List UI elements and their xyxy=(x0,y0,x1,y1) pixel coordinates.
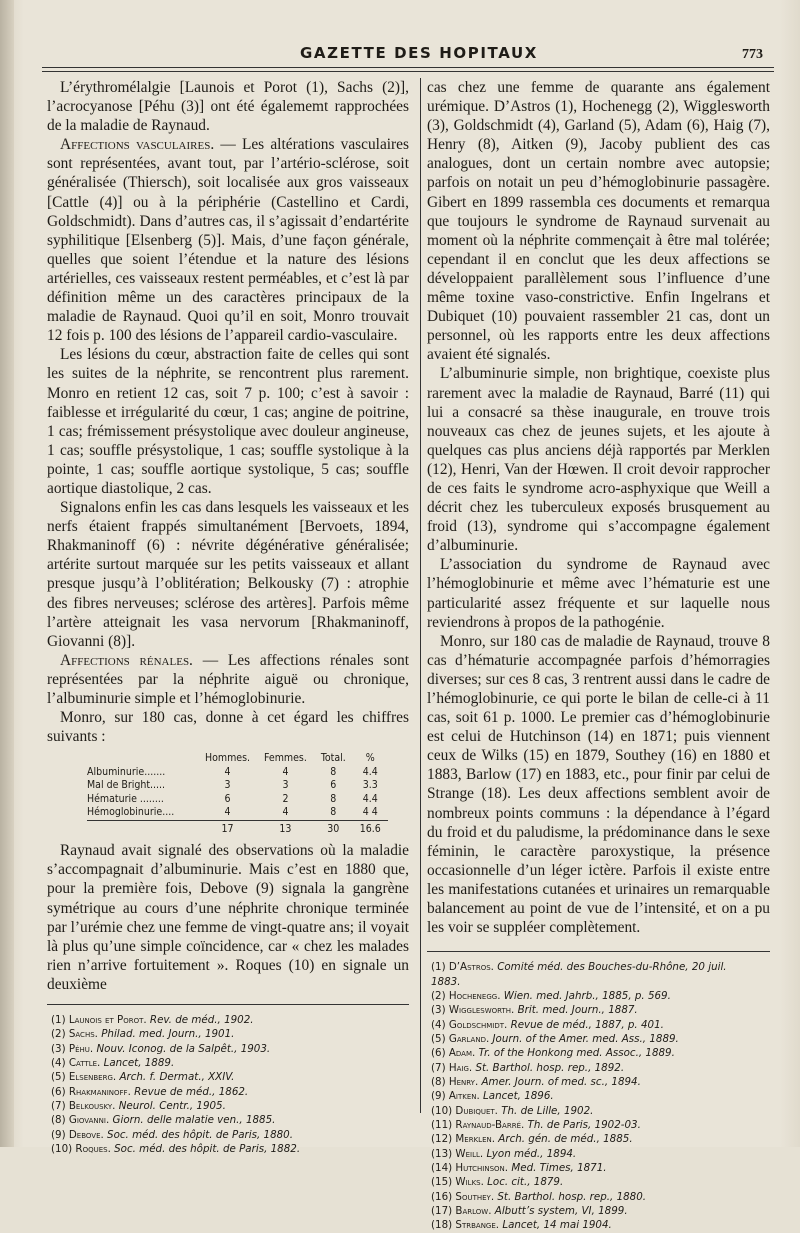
footnote-reference: Lyon méd., 1894. xyxy=(486,1147,577,1160)
footnote-author: Belkousky. xyxy=(68,1100,119,1113)
running-header: GAZETTE DES HOPITAUX xyxy=(300,44,538,62)
footnote-author: Haig. xyxy=(448,1061,476,1074)
footnote-author: Dubiquet. xyxy=(455,1104,502,1117)
total-cell: 17 xyxy=(198,820,257,836)
right-column xyxy=(427,78,770,1233)
footnote-number: (1) xyxy=(431,961,449,974)
table-cell: 4 xyxy=(224,765,231,778)
footnote-number: (18) xyxy=(431,1219,456,1232)
footnote-reference: Arch. gén. de méd., 1885. xyxy=(498,1133,633,1146)
footnote-reference: Tr. of the Honkong med. Assoc., 1889. xyxy=(478,1047,675,1060)
footnote-author: Roques. xyxy=(75,1143,115,1156)
footnote-reference: Giorn. delle malatie ven., 1885. xyxy=(112,1114,276,1127)
footnote-number: (3) xyxy=(431,1004,449,1017)
footnote-author: Henry. xyxy=(448,1075,482,1088)
total-cell: 16.6 xyxy=(353,820,388,836)
footnote-author: Hutchinson. xyxy=(455,1162,512,1175)
paragraph: Signalons enfin les cas dans lesquels les vaisseaux et les nerfs étaient frappés simultanément [Bervoets, 1894, Rhakmaninoff (6) : névrite dégénérative généralisée; artérite surtout marquée sur les petits vaisseaux et allant presque jusqu’à l’oblitération; Belkousky (7) : atrophie des fibres nerveuses; sclérose des artères]. Parfois même l’artère atteignait les vasa nervorum [Rhakmaninoff, Giovanni (8)]. xyxy=(47,499,409,650)
footnote-author: Wigglesworth. xyxy=(448,1004,518,1017)
footnote xyxy=(427,1046,770,1060)
paragraph: L’érythromélalgie [Launois et Porot (1), Sachs (2)], l’acrocyanose [Péhu (3)] ont été égalememt rapprochées de la maladie de Raynaud. xyxy=(47,79,409,135)
table-cell: 8 xyxy=(330,765,337,778)
footnote-number: (13) xyxy=(431,1147,456,1160)
footnote-author: Strbange. xyxy=(455,1219,503,1232)
footnotes-right xyxy=(427,960,770,1233)
table-cell: 8 xyxy=(330,806,337,819)
footnote-author: Barlow. xyxy=(455,1205,495,1218)
footnote xyxy=(427,989,770,1003)
footnote-number: (10) xyxy=(431,1104,456,1117)
table-total-row xyxy=(87,820,388,836)
footnote xyxy=(47,1070,409,1084)
section-heading: Affections rénales. xyxy=(60,651,193,669)
footnote-reference: St. Barthol. hosp. rep., 1892. xyxy=(475,1061,625,1074)
page-number: 773 xyxy=(742,47,763,62)
table-cell: 4.4 xyxy=(362,765,378,778)
footnote xyxy=(427,1204,770,1218)
section-heading: Affections vasculaires. xyxy=(60,136,215,154)
table-cell: 4 xyxy=(282,765,289,778)
footnote xyxy=(427,975,770,989)
table-row xyxy=(87,793,388,807)
table-cell: 3 xyxy=(224,779,231,792)
paragraph: Monro, sur 180 cas, donne à cet égard les chiffres suivants : xyxy=(47,709,409,746)
table-cell: 4 xyxy=(224,806,231,819)
footnote xyxy=(427,1003,770,1017)
table-cell: 3.3 xyxy=(362,779,378,792)
footnote-number: (9) xyxy=(431,1090,449,1103)
page-binding-edge xyxy=(0,0,14,1147)
footnote xyxy=(47,1099,409,1113)
table-cell: 6 xyxy=(330,779,337,792)
footnote-reference: Nouv. Iconog. de la Salpêt., 1903. xyxy=(96,1042,271,1055)
paragraph xyxy=(47,651,409,708)
table-corner xyxy=(87,752,198,766)
table-header-row xyxy=(87,752,388,766)
footnote xyxy=(427,1018,770,1032)
footnote-reference: Lancet, 1896. xyxy=(483,1090,554,1103)
footnote xyxy=(427,1075,770,1089)
footnote-reference: Revue de méd., 1887, p. 401. xyxy=(510,1018,664,1031)
table-cell: 4 xyxy=(282,806,289,819)
footnote xyxy=(427,1104,770,1118)
footnote-number: (16) xyxy=(431,1190,456,1203)
footnote-rule xyxy=(47,1004,409,1005)
footnote-author: D’Astros. xyxy=(448,961,498,974)
row-label: Mal de Bright..... xyxy=(87,779,166,792)
footnote-reference: Soc. méd. des hôpit. de Paris, 1880. xyxy=(107,1128,293,1141)
footnote-author: Aitken. xyxy=(448,1090,484,1103)
footnote xyxy=(47,1013,409,1027)
footnote-number: (9) xyxy=(51,1128,69,1141)
footnote-number: (15) xyxy=(431,1176,456,1189)
footnote-author: Cattle. xyxy=(68,1057,104,1070)
footnote-reference: Med. Times, 1871. xyxy=(511,1162,607,1175)
footnote xyxy=(427,1218,770,1232)
footnote xyxy=(427,1118,770,1132)
footnote-number: (10) xyxy=(51,1143,76,1156)
footnote xyxy=(427,1147,770,1161)
footnote-reference: Albutt’s system, VI, 1899. xyxy=(494,1205,628,1218)
footnote xyxy=(47,1027,409,1041)
table-row xyxy=(87,766,388,780)
paragraph-text: — Les affections rénales sont représentées par la néphrite aiguë ou chronique, l’albuminurie simple et l’hémoglobinurie. xyxy=(47,651,410,707)
footnote-reference: Comité méd. des Bouches-du-Rhône, 20 juil. xyxy=(497,961,727,974)
footnote-number: (2) xyxy=(51,1028,69,1041)
footnote-number: (7) xyxy=(431,1061,449,1074)
footnote-reference: Th. de Lille, 1902. xyxy=(501,1104,594,1117)
table-row xyxy=(87,806,388,820)
header-rule-bottom xyxy=(42,71,774,72)
footnote-reference: St. Barthol. hosp. rep., 1880. xyxy=(497,1190,647,1203)
table-cell: 2 xyxy=(282,792,289,805)
footnote-reference: Brit. med. Journ., 1887. xyxy=(517,1004,638,1017)
footnote-reference: Arch. f. Dermat., XXIV. xyxy=(119,1071,235,1084)
footnote-reference: Lancet, 14 mai 1904. xyxy=(502,1219,612,1232)
total-cell: 13 xyxy=(257,820,314,836)
footnote xyxy=(47,1085,409,1099)
header-rule-top xyxy=(42,67,774,68)
paragraph: cas chez une femme de quarante ans également urémique. D’Astros (1), Hochenegg (2), Wigglesworth (3), Goldschmidt (4), Garland (5), Adam (6), Haig (7), Henry (8), Aitken (9), Jacoby publient des cas analogues, dont un certain nombre avec autopsie; parfois on notait un peu d’hémoglobinurie passagère. Gibert en 1899 rassembla ces documents et remarqua que toujours le syndrome de Raynaud survenait au moment où la néphrite commençait à être mal tolérée; cependant il en conclut que les deux affections se développaient parallèlement sous l’influence d’une même toxine vaso-constrictive. Enfin Ingelrans et Dubiquet (10) pouvaient rassembler 21 cas, dont un personnel, où les rapports entre les deux affections avaient été signalés. xyxy=(427,79,770,364)
footnote-reference: Soc. méd. des hôpit. de Paris, 1882. xyxy=(114,1143,301,1156)
footnote xyxy=(427,1061,770,1075)
footnote-author: Raynaud-Barré. xyxy=(455,1119,528,1131)
footnote-author: Giovanni. xyxy=(68,1114,113,1127)
footnote xyxy=(427,960,770,974)
footnote xyxy=(47,1042,409,1056)
table-row xyxy=(87,779,388,793)
footnote-number: (12) xyxy=(431,1133,456,1146)
footnote xyxy=(47,1113,409,1127)
row-label: Hémoglobinurie.... xyxy=(87,806,175,819)
footnote xyxy=(427,1161,770,1175)
footnote-rule xyxy=(427,951,770,952)
footnote-number: (3) xyxy=(51,1042,69,1055)
footnote-number: (17) xyxy=(431,1205,456,1218)
column-divider xyxy=(420,78,421,1113)
footnote-number: (6) xyxy=(51,1085,69,1098)
footnote xyxy=(427,1175,770,1189)
footnotes-left xyxy=(47,1013,409,1156)
footnote-number: (4) xyxy=(431,1018,449,1031)
footnote-author: Goldschmidt. xyxy=(448,1018,511,1031)
footnote-author: Rhakmaninoff. xyxy=(68,1085,135,1098)
footnote-reference: 1883. xyxy=(431,975,461,988)
column-header: Hommes. xyxy=(205,752,251,765)
row-label: Hématurie ........ xyxy=(87,792,164,805)
table-cell: 4.4 xyxy=(362,792,378,805)
column-header: Femmes. xyxy=(264,752,307,765)
footnote xyxy=(47,1056,409,1070)
paragraph: Raynaud avait signalé des observations où la maladie s’accompagnait d’albuminurie. Mais c’est en 1880 que, pour la première fois, Debove (9) signala la gangrène symétrique au cours d’une néphrite chronique terminée par l’urémie chez une femme de vingt-quatre ans; il voyait là plus qu’une simple coïncidence, car « chez les malades rien n’arrive fortuitement ». Roques (10) en signale un deuxième xyxy=(47,842,409,993)
left-column xyxy=(47,78,409,1156)
footnote-reference: Neurol. Centr., 1905. xyxy=(118,1100,226,1113)
footnote-reference: Rev. de méd., 1902. xyxy=(149,1014,254,1027)
table-cell: 8 xyxy=(330,792,337,805)
footnote-reference: Revue de méd., 1862. xyxy=(134,1085,249,1098)
footnote-number: (8) xyxy=(51,1114,69,1127)
footnote-number: (5) xyxy=(431,1032,449,1045)
footnote-number: (11) xyxy=(431,1119,456,1131)
footnote-author: Debove. xyxy=(68,1128,108,1141)
footnote-number: (7) xyxy=(51,1100,69,1113)
row-label: Albuminurie....... xyxy=(87,765,166,778)
paragraph: Monro, sur 180 cas de maladie de Raynaud, trouve 8 cas d’hématurie accompagnée parfois d’hémorragies diverses; sur ces 8 cas, 3 rentrent aussi dans le cadre de l’hémoglobinurie, ce qui porte le bilan de celle-ci à 11 cas, soit 61 p. 1000. Le premier cas d’hémoglobinurie est celui de Hutchinson (14) en 1871; puis viennent ceux de Wilks (15) en 1879, Southey (16) en 1880 et 1883, Barlow (17) en 1883, etc., pour finir par celui de Strange (18). Les deux affections semblent avoir de nombreux points communs : la dépendance à l’égard du froid et du paludisme, la prédominance dans le sexe féminin, le caractère paroxystique, la présence occasionnelle d’un léger ictère. Parfois il existe entre les manifestations cutanées et urinaires un remarquable balancement au point de vue de l’intensité, et on a pu les voir se suppléer complètement. xyxy=(427,632,770,937)
footnote xyxy=(427,1132,770,1146)
row-label-empty xyxy=(87,820,198,836)
footnote-author: Hochenegg. xyxy=(448,989,504,1002)
footnote-author: Garland. xyxy=(448,1032,493,1045)
footnote-author: Southey. xyxy=(455,1190,498,1203)
footnote-number: (6) xyxy=(431,1047,449,1060)
footnote-reference: Journ. of the Amer. med. Ass., 1889. xyxy=(492,1032,679,1045)
column-header: Total. xyxy=(320,752,346,765)
table-cell: 3 xyxy=(282,779,289,792)
footnote-author: Adam. xyxy=(448,1047,479,1060)
footnote-reference: Philad. med. Journ., 1901. xyxy=(101,1028,235,1041)
footnote-number: (1) xyxy=(51,1014,69,1027)
footnote-author: Elsenberg. xyxy=(68,1071,120,1084)
footnote xyxy=(47,1128,409,1142)
footnote-reference: Loc. cit., 1879. xyxy=(487,1176,564,1189)
statistics-table xyxy=(87,752,388,836)
footnote-author: Launois et Porot. xyxy=(68,1014,150,1027)
total-cell: 30 xyxy=(314,820,353,836)
column-header: % xyxy=(365,752,375,765)
footnote-author: Merklen. xyxy=(455,1133,499,1146)
footnote-number: (4) xyxy=(51,1057,69,1070)
table-cell: 6 xyxy=(224,792,231,805)
footnote-reference: Wien. med. Jahrb., 1885, p. 569. xyxy=(503,989,671,1002)
footnote-number: (14) xyxy=(431,1162,456,1175)
footnote-author: Weill. xyxy=(455,1147,487,1160)
paragraph: Les lésions du cœur, abstraction faite de celles qui sont les suites de la néphrite, se rencontrent plus rarement. Monro en retient 12 cas, soit 7 p. 100; c’est à savoir : faiblesse et irrégularité du cœur, 1 cas; angine de poitrine, 1 cas; frémissement présystolique avec douleur angineuse, 1 cas; souffle présystolique, 1 cas; souffle systolique à la pointe, 1 cas; souffle aortique systolique, 5 cas; souffle aortique diastolique, 2 cas. xyxy=(47,346,409,497)
footnote-number: (2) xyxy=(431,989,449,1002)
paragraph: L’association du syndrome de Raynaud avec l’hémoglobinurie et même avec l’hématurie est une particularité assez fréquente et sur laquelle nous reviendrons à propos de la pathogénie. xyxy=(427,556,770,631)
footnote-author: Wilks. xyxy=(455,1176,488,1189)
footnote-reference: Amer. Journ. of med. sc., 1894. xyxy=(481,1075,641,1088)
footnote xyxy=(427,1032,770,1046)
paragraph: L’albuminurie simple, non brightique, coexiste plus rarement avec la maladie de Raynaud, Barré (11) qui lui a consacré sa thèse inaugurale, en trouve trois nouveaux cas chez de jeunes sujets, et les ajoute à quelques cas plus anciens déjà rapportés par Merklen (12), Henri, Van der Hœwen. Il croit devoir rapprocher de ces faits le syndrome acro-asphyxique que Weill a décrit chez les tuberculeux exposés brusquement au froid (13), syndrome qui s’accompagne également d’albuminurie. xyxy=(427,365,770,555)
footnote-number: (8) xyxy=(431,1075,449,1088)
footnote-author: Péhu. xyxy=(68,1042,97,1055)
paragraph xyxy=(47,135,409,345)
footnote-reference: Lancet, 1889. xyxy=(103,1057,175,1070)
footnote-author: Sachs. xyxy=(68,1028,102,1041)
footnote-number: (5) xyxy=(51,1071,69,1084)
footnote-reference: Th. de Paris, 1902-03. xyxy=(527,1119,641,1131)
table-cell: 4 4 xyxy=(362,806,378,819)
footnote xyxy=(427,1190,770,1204)
footnote xyxy=(427,1089,770,1103)
paragraph-text: — Les altérations vasculaires sont représentées, avant tout, par l’artério-sclérose, soit généralisée (Thiersch), soit localisée aux gros vaisseaux [Cattle (4)] ou à la périphérie (Castellino et Cardi, Goldschmidt). Dans d’autres cas, il s’agissait d’endartérite syphilitique [Elsenberg (5)]. Mais, d’une façon générale, quelles que soient l’étendue et la nature des lésions artérielles, ces vaisseaux restent perméables, et c’est là par définition même un des caractères principaux de la maladie de Raynaud. Quoi qu’il en soit, Monro trouvait 12 fois p. 100 des lésions de l’appareil cardio-vasculaire. xyxy=(47,136,410,345)
footnote xyxy=(47,1142,409,1156)
